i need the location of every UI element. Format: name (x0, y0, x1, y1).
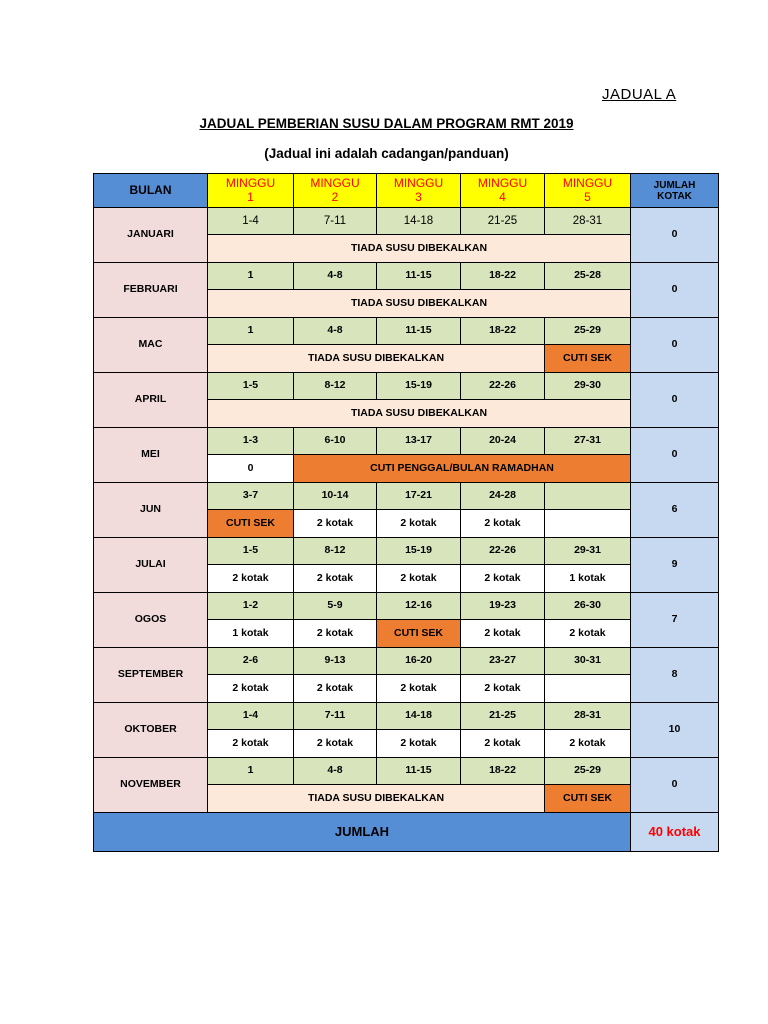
total-cell: 0 (631, 208, 719, 263)
date-cell: 1-4 (208, 703, 294, 730)
note-cell: TIADA SUSU DIBEKALKAN (208, 785, 545, 813)
supply-cell: 2 kotak (294, 620, 377, 648)
date-cell: 9-13 (294, 648, 377, 675)
month-cell: OGOS (94, 593, 208, 648)
date-cell: 1 (208, 263, 294, 290)
total-cell: 8 (631, 648, 719, 703)
supply-cell: 0 (208, 455, 294, 483)
dates-row-mac (94, 318, 719, 345)
date-cell: 29-30 (545, 373, 631, 400)
supply-cell: 2 kotak (461, 565, 545, 593)
dates-row-oktober (94, 703, 719, 730)
date-cell: 21-25 (461, 208, 545, 235)
note-cell: TIADA SUSU DIBEKALKAN (208, 290, 631, 318)
month-cell: MAC (94, 318, 208, 373)
date-cell: 1 (208, 758, 294, 785)
supply-cell: 2 kotak (377, 675, 461, 703)
total-label: JUMLAH (653, 179, 696, 191)
date-cell: 11-15 (377, 263, 461, 290)
week-label: MINGGU (562, 176, 613, 191)
date-cell (545, 483, 631, 510)
footer-row (94, 813, 719, 852)
dates-row-november (94, 758, 719, 785)
total-cell: 6 (631, 483, 719, 538)
supply-cell: 2 kotak (208, 565, 294, 593)
supply-cell: 2 kotak (377, 730, 461, 758)
note-cell: TIADA SUSU DIBEKALKAN (208, 400, 631, 428)
supply-cell: 2 kotak (294, 675, 377, 703)
supply-cell: 2 kotak (294, 730, 377, 758)
week-label: MINGGU (310, 176, 360, 191)
week-number: 1 (247, 189, 254, 204)
total-label-unit: KOTAK (657, 190, 692, 202)
date-cell: 4-8 (294, 263, 377, 290)
date-cell: 8-12 (294, 373, 377, 400)
supply-cell: 2 kotak (208, 730, 294, 758)
date-cell: 21-25 (461, 703, 545, 730)
page-subtitle: (Jadual ini adalah cadangan/panduan) (264, 146, 509, 161)
month-cell: JANUARI (94, 208, 208, 263)
date-cell: 1-5 (208, 373, 294, 400)
date-cell: 22-26 (461, 538, 545, 565)
date-cell: 22-26 (461, 373, 545, 400)
dates-row-julai (94, 538, 719, 565)
month-cell: SEPTEMBER (94, 648, 208, 703)
supply-cell: 2 kotak (461, 675, 545, 703)
date-cell: 29-31 (545, 538, 631, 565)
dates-row-jun (94, 483, 719, 510)
date-cell: 24-28 (461, 483, 545, 510)
date-cell: 25-29 (545, 318, 631, 345)
holiday-cell: CUTI SEK (377, 620, 461, 648)
date-cell: 13-17 (377, 428, 461, 455)
date-cell: 18-22 (461, 318, 545, 345)
total-cell: 0 (631, 373, 719, 428)
date-cell: 16-20 (377, 648, 461, 675)
total-cell: 0 (631, 428, 719, 483)
header-week-2 (294, 174, 377, 208)
total-cell: 10 (631, 703, 719, 758)
dates-row-mei (94, 428, 719, 455)
dates-row-april (94, 373, 719, 400)
month-cell: APRIL (94, 373, 208, 428)
dates-row-ogos (94, 593, 719, 620)
corner-label: JADUAL A (602, 86, 677, 103)
total-cell: 9 (631, 538, 719, 593)
holiday-cell: CUTI SEK (545, 345, 631, 373)
supply-cell: 2 kotak (545, 730, 631, 758)
date-cell: 11-15 (377, 758, 461, 785)
date-cell: 15-19 (377, 538, 461, 565)
date-cell: 11-15 (377, 318, 461, 345)
total-cell: 0 (631, 758, 719, 813)
month-cell: MEI (94, 428, 208, 483)
supply-cell: 1 kotak (545, 565, 631, 593)
date-cell: 20-24 (461, 428, 545, 455)
date-cell: 15-19 (377, 373, 461, 400)
note-cell: TIADA SUSU DIBEKALKAN (208, 345, 545, 373)
holiday-cell: CUTI PENGGAL/BULAN RAMADHAN (294, 455, 631, 483)
header-row (94, 174, 719, 208)
date-cell: 14-18 (377, 703, 461, 730)
footer-grand-total: 40 kotak (631, 813, 719, 852)
date-cell: 23-27 (461, 648, 545, 675)
date-cell: 12-16 (377, 593, 461, 620)
week-label: MINGGU (225, 176, 276, 191)
header-bulan: BULAN (94, 174, 208, 208)
date-cell: 7-11 (294, 703, 377, 730)
week-number: 2 (331, 189, 339, 204)
supply-cell: 2 kotak (461, 510, 545, 538)
month-cell: NOVEMBER (94, 758, 208, 813)
date-cell: 2-6 (208, 648, 294, 675)
date-cell: 1-3 (208, 428, 294, 455)
date-cell: 3-7 (208, 483, 294, 510)
date-cell: 25-29 (545, 758, 631, 785)
date-cell: 10-14 (294, 483, 377, 510)
header-week-4 (461, 174, 545, 208)
footer-jumlah-label: JUMLAH (94, 813, 631, 852)
supply-cell (545, 510, 631, 538)
supply-cell: 2 kotak (294, 510, 377, 538)
date-cell: 4-8 (294, 758, 377, 785)
header-week-3 (377, 174, 461, 208)
week-label: MINGGU (393, 176, 444, 191)
dates-row-januari (94, 208, 719, 235)
holiday-cell: CUTI SEK (208, 510, 294, 538)
date-cell: 7-11 (294, 208, 377, 235)
supply-cell: 2 kotak (208, 675, 294, 703)
date-cell: 17-21 (377, 483, 461, 510)
date-cell: 28-31 (545, 208, 631, 235)
date-cell: 1-4 (208, 208, 294, 235)
month-cell: JUN (94, 483, 208, 538)
header-jumlah-kotak (631, 174, 719, 208)
supply-cell: 2 kotak (461, 620, 545, 648)
week-label: MINGGU (477, 176, 528, 191)
supply-cell: 2 kotak (294, 565, 377, 593)
total-cell: 0 (631, 263, 719, 318)
date-cell: 28-31 (545, 703, 631, 730)
dates-row-september (94, 648, 719, 675)
supply-cell: 2 kotak (377, 565, 461, 593)
date-cell: 4-8 (294, 318, 377, 345)
week-number: 4 (499, 189, 506, 204)
date-cell: 27-31 (545, 428, 631, 455)
date-cell: 18-22 (461, 263, 545, 290)
date-cell: 5-9 (294, 593, 377, 620)
total-cell: 0 (631, 318, 719, 373)
date-cell: 6-10 (294, 428, 377, 455)
dates-row-februari (94, 263, 719, 290)
date-cell: 18-22 (461, 758, 545, 785)
page-title: JADUAL PEMBERIAN SUSU DALAM PROGRAM RMT 2019 (199, 116, 574, 131)
date-cell: 1-2 (208, 593, 294, 620)
schedule-table (93, 173, 719, 852)
date-cell: 25-28 (545, 263, 631, 290)
date-cell: 19-23 (461, 593, 545, 620)
supply-cell: 2 kotak (461, 730, 545, 758)
holiday-cell: CUTI SEK (545, 785, 631, 813)
note-cell: TIADA SUSU DIBEKALKAN (208, 235, 631, 263)
week-number: 3 (415, 189, 422, 204)
week-number: 5 (584, 189, 591, 204)
date-cell: 1-5 (208, 538, 294, 565)
date-cell: 30-31 (545, 648, 631, 675)
month-cell: FEBRUARI (94, 263, 208, 318)
date-cell: 26-30 (545, 593, 631, 620)
supply-cell: 1 kotak (208, 620, 294, 648)
supply-cell: 2 kotak (377, 510, 461, 538)
date-cell: 14-18 (377, 208, 461, 235)
supply-cell: 2 kotak (545, 620, 631, 648)
supply-cell (545, 675, 631, 703)
month-cell: JULAI (94, 538, 208, 593)
month-cell: OKTOBER (94, 703, 208, 758)
header-week-1 (208, 174, 294, 208)
date-cell: 8-12 (294, 538, 377, 565)
header-week-5 (545, 174, 631, 208)
date-cell: 1 (208, 318, 294, 345)
total-cell: 7 (631, 593, 719, 648)
